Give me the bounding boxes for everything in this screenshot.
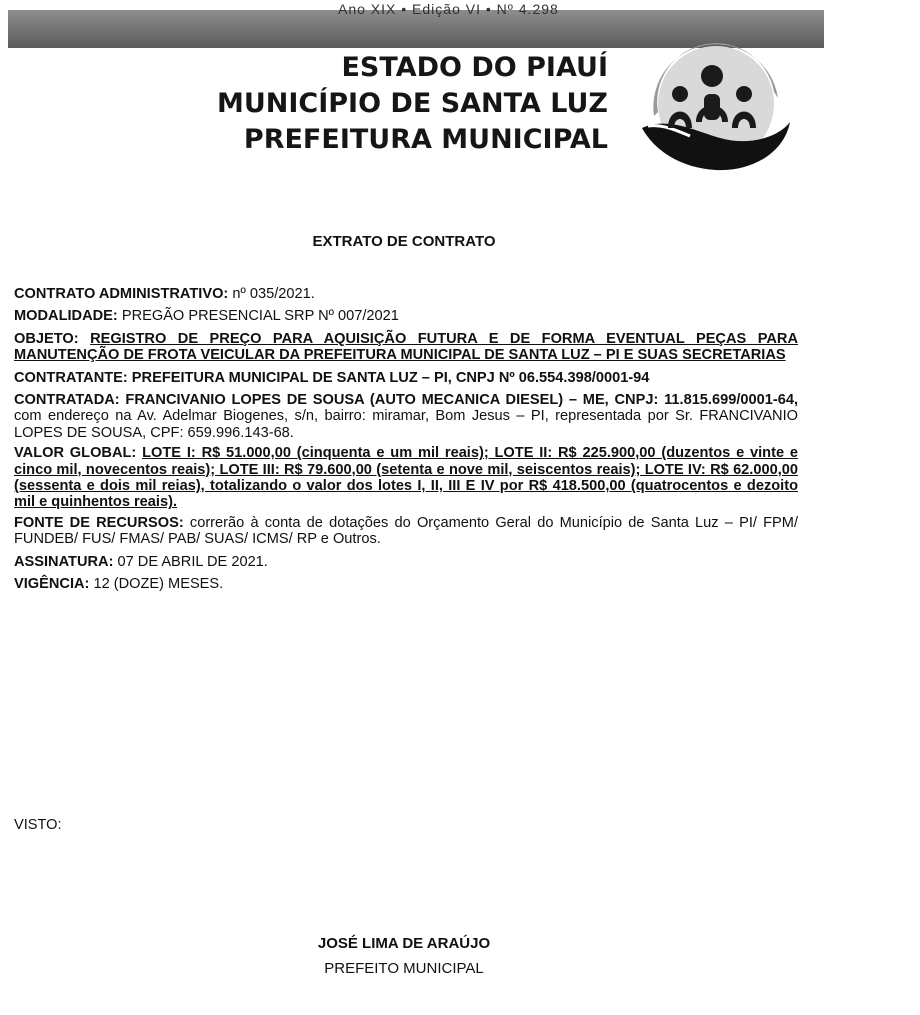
field-contrato — [14, 286, 798, 302]
header-prefecture: PREFEITURA MUNICIPAL — [243, 124, 608, 155]
header-municipality: MUNICÍPIO DE SANTA LUZ — [216, 88, 608, 119]
objeto-value: REGISTRO DE PREÇO PARA AQUISIÇÃO FUTURA E DE FORMA EVENTUAL PEÇAS PARA MANUTENÇÃO DE FROTA VEICULAR DA PREFEITURA MUNICIPAL DE SANTA LUZ – PI E SUAS SECRETARIAS — [14, 330, 798, 364]
field-fonte — [14, 515, 798, 548]
modalidade-value: PREGÃO PRESENCIAL SRP Nº 007/2021 — [117, 308, 399, 325]
header-titles — [217, 50, 608, 158]
contrato-label: CONTRATO ADMINISTRATIVO: — [14, 286, 229, 302]
document-title: EXTRATO DE CONTRATO — [312, 233, 496, 250]
assinatura-label: ASSINATURA: — [14, 553, 114, 570]
field-objeto — [14, 331, 798, 364]
vigencia-value: 12 (DOZE) MESES. — [89, 576, 224, 593]
valor-value: LOTE I: R$ 51.000,00 (cinquenta e um mil reais); LOTE II: R$ 225.900,00 (duzentos e vinte e cinco mil, novecentos reais); LOTE III: R$ 79.600,00 (setenta e nove mil, seiscentos reais); LOTE IV: R$ 62.000,00 (sessenta e dois mil reias), totalizando o valor dos lotes I, II, III E IV por R$ 418.500,00 (quatrocentos e dezoito mil e quinhentos reais). — [14, 445, 798, 511]
field-vigencia — [14, 576, 798, 592]
field-contratada — [14, 392, 798, 441]
contract-body — [14, 286, 798, 599]
contratada-bold: CONTRATADA: FRANCIVANIO LOPES DE SOUSA (AUTO MECANICA DIESEL) – ME, CNPJ: 11.815.699/0001-64, — [14, 392, 798, 409]
objeto-label: OBJETO: — [14, 330, 79, 347]
fonte-label: FONTE DE RECURSOS: — [14, 514, 184, 531]
contratada-rest: com endereço na Av. Adelmar Biogenes, s/n, bairro: miramar, Bom Jesus – PI, representada por Sr. FRANCIVANIO LOPES DE SOUSA, CPF: 659.996.143-68. — [14, 408, 798, 441]
signatory-name: JOSÉ LIMA DE ARAÚJO — [317, 935, 491, 952]
signatory-role: PREFEITO MUNICIPAL — [324, 960, 484, 977]
field-contratante: CONTRATANTE: PREFEITURA MUNICIPAL DE SANTA LUZ – PI, CNPJ Nº 06.554.398/0001-94 — [14, 369, 650, 386]
field-assinatura — [14, 554, 798, 570]
field-modalidade — [14, 308, 798, 324]
header-state: ESTADO DO PIAUÍ — [341, 52, 608, 83]
banner-cropped-text: Ano XIX • Edição VI • Nº 4.298 — [338, 1, 559, 17]
field-valor-global — [14, 445, 798, 511]
assinatura-value: 07 DE ABRIL DE 2021. — [113, 553, 268, 570]
fonte-value: correrão à conta de dotações do Orçamento Geral do Município de Santa Luz – PI/ FPM/ FUNDEB/ FUS/ FMAS/ PAB/ SUAS/ ICMS/ RP e Outros. — [14, 514, 799, 548]
modalidade-label: MODALIDADE: — [14, 308, 118, 325]
valor-label: VALOR GLOBAL: — [14, 445, 137, 462]
vigencia-label: VIGÊNCIA: — [14, 576, 90, 593]
contrato-value: nº 035/2021. — [228, 286, 315, 302]
people-in-hand-icon — [628, 42, 796, 176]
visto-label: VISTO: — [14, 817, 62, 833]
